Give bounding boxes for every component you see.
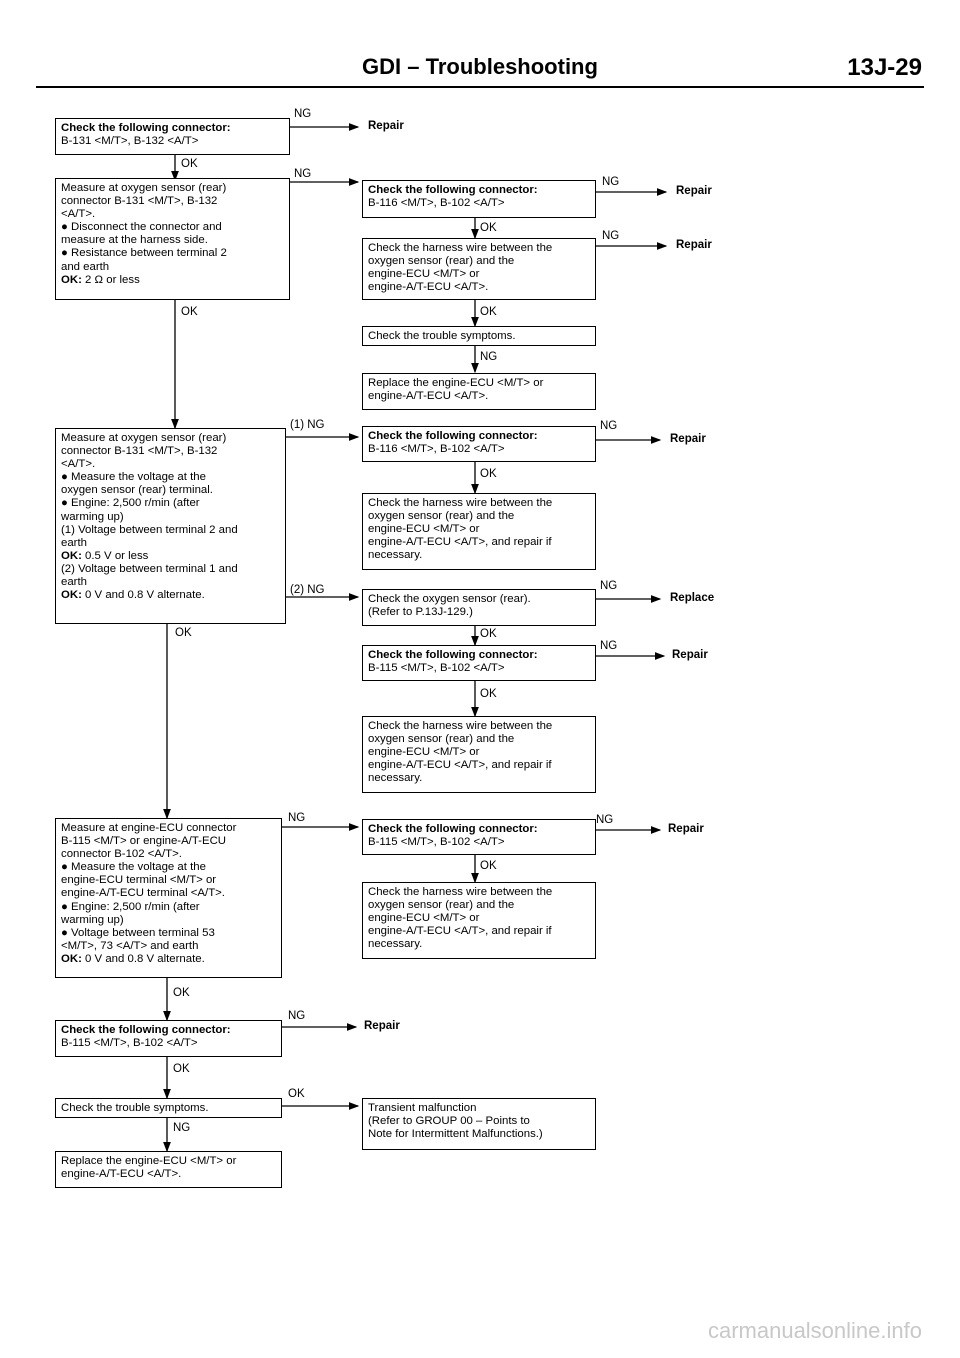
step-line: Check the harness wire between the [368, 720, 553, 732]
label-ok: OK [181, 306, 198, 318]
step-line: ● Measure the voltage at the [61, 471, 206, 484]
step-check-oxygen-sensor [362, 589, 596, 626]
step-check-trouble-symptoms-a [362, 326, 596, 346]
step-line: Check the following connector: [61, 1024, 231, 1036]
step-measure-voltage-ecu [55, 818, 282, 978]
step-line: connector B-131 <M/T>, B-132 [61, 195, 218, 208]
step-check-harness-b [362, 493, 596, 570]
step-line: oxygen sensor (rear) and the [368, 899, 515, 912]
step-check-trouble-symptoms-b [55, 1098, 282, 1118]
step-line: warming up) [61, 913, 124, 926]
step-check-connector-b115-b [362, 819, 596, 855]
step-text [368, 1102, 543, 1140]
step-line: engine-ECU <M/T> or [368, 912, 480, 925]
label-ok: OK [288, 1088, 305, 1100]
step-text [368, 823, 538, 848]
step-line: (Refer to GROUP 00 – Points to [368, 1115, 530, 1128]
label-ng: NG [294, 168, 312, 180]
step-text [368, 886, 552, 950]
label-ng: NG [602, 230, 620, 242]
step-check-connector-b115-a [362, 645, 596, 681]
step-text [368, 649, 538, 674]
outcome-replace: Replace [670, 592, 715, 604]
outcome-repair: Repair [368, 120, 404, 132]
step-text [368, 497, 552, 561]
step-line: necessary. [368, 549, 423, 562]
step-check-connector-b115-c [55, 1020, 282, 1057]
step-line: ● Measure the voltage at the [61, 861, 206, 874]
outcome-repair: Repair [676, 239, 712, 251]
step-line: engine-ECU <M/T> or [368, 268, 480, 281]
step-measure-resistance [55, 178, 290, 300]
label-ng: NG [600, 640, 618, 652]
step-text [61, 432, 238, 601]
step-line: earth [61, 576, 87, 589]
step-line: engine-A/T-ECU <A/T>. [368, 281, 489, 294]
step-line: engine-A/T-ECU <A/T>, and repair if [368, 759, 552, 772]
label-ok: OK [480, 222, 497, 234]
label-ok: OK [173, 1063, 190, 1075]
step-line: engine-ECU <M/T> or [368, 523, 480, 536]
step-line: Check the harness wire between the [368, 242, 553, 254]
step-line: Check the harness wire between the [368, 497, 553, 509]
step-line: Check the oxygen sensor (rear). [368, 593, 531, 605]
step-line: Measure at engine-ECU connector [61, 822, 237, 834]
step-text [368, 184, 538, 209]
step-text [61, 1024, 231, 1049]
label-ok: OK [480, 860, 497, 872]
step-line: <M/T>, 73 <A/T> and earth [61, 939, 199, 952]
step-text [61, 822, 236, 965]
step-line: B-115 <M/T>, B-102 <A/T> [368, 662, 505, 675]
step-line: necessary. [368, 938, 423, 951]
step-line: oxygen sensor (rear) and the [368, 510, 515, 523]
step-line: connector B-131 <M/T>, B-132 [61, 445, 218, 458]
step-line: ● Engine: 2,500 r/min (after [61, 900, 200, 913]
step-line: Transient malfunction [368, 1102, 477, 1114]
step-check-connector-b116-a [362, 180, 596, 218]
outcome-repair: Repair [676, 185, 712, 197]
step-line: oxygen sensor (rear) terminal. [61, 484, 213, 497]
step-line: B-131 <M/T>, B-132 <A/T> [61, 135, 199, 148]
step-check-harness-c [362, 716, 596, 793]
step-text [61, 1102, 209, 1114]
step-line: <A/T>. [61, 458, 96, 471]
step-line: B-115 <M/T>, B-102 <A/T> [368, 836, 505, 849]
step-line: ● Engine: 2,500 r/min (after [61, 497, 200, 510]
step-line: ● Voltage between terminal 53 [61, 926, 215, 939]
step-check-connector-b131 [55, 118, 290, 155]
step-line: Check the trouble symptoms. [61, 1102, 209, 1114]
step-line: Check the following connector: [368, 430, 538, 442]
page-title: GDI – Troubleshooting [362, 54, 598, 79]
label-ng: NG [600, 420, 618, 432]
step-text [368, 377, 543, 402]
step-text [368, 593, 531, 618]
label-ok: OK [480, 688, 497, 700]
label-ok: OK [175, 627, 192, 639]
step-line: engine-A/T-ECU <A/T>. [61, 1168, 182, 1181]
step-line: necessary. [368, 772, 423, 785]
step-line: engine-A/T-ECU terminal <A/T>. [61, 887, 225, 900]
label-ng: NG [600, 580, 618, 592]
label-ng: NG [288, 1010, 306, 1022]
step-line: oxygen sensor (rear) and the [368, 733, 515, 746]
label-ok: OK [181, 158, 198, 170]
label-ng: NG [596, 814, 614, 826]
step-line: Check the following connector: [61, 122, 231, 134]
label-ng: NG [480, 351, 498, 363]
step-line: Note for Intermittent Malfunctions.) [368, 1128, 543, 1141]
step-line: Measure at oxygen sensor (rear) [61, 432, 227, 444]
step-line: Replace the engine-ECU <M/T> or [368, 377, 544, 389]
label-ok: OK [480, 468, 497, 480]
step-line: B-115 <M/T> or engine-A/T-ECU [61, 835, 227, 848]
step-text [61, 122, 231, 147]
step-text [368, 720, 552, 784]
step-line: ● Disconnect the connector and [61, 221, 222, 234]
step-text [368, 242, 552, 293]
step-line: engine-ECU terminal <M/T> or [61, 874, 217, 887]
label-ng: NG [173, 1122, 191, 1134]
step-line: (1) Voltage between terminal 2 and [61, 523, 238, 536]
label-ok: OK [480, 628, 497, 640]
label-ng: NG [602, 176, 620, 188]
step-line: B-116 <M/T>, B-102 <A/T> [368, 443, 505, 456]
step-line: OK: 0 V and 0.8 V alternate. [61, 952, 205, 965]
label-ng: NG [288, 812, 306, 824]
outcome-repair: Repair [672, 649, 708, 661]
step-measure-voltage-sensor [55, 428, 286, 624]
label-ng: NG [294, 108, 312, 120]
step-line: connector B-102 <A/T>. [61, 848, 182, 861]
step-line: engine-A/T-ECU <A/T>, and repair if [368, 925, 552, 938]
step-line: OK: 0 V and 0.8 V alternate. [61, 589, 205, 602]
step-line: OK: 0.5 V or less [61, 549, 149, 562]
label-ok: OK [173, 987, 190, 999]
step-line: Check the following connector: [368, 823, 538, 835]
label-1-ng: (1) NG [290, 419, 325, 431]
step-line: B-116 <M/T>, B-102 <A/T> [368, 197, 505, 210]
step-line: and earth [61, 260, 110, 273]
step-line: (Refer to P.13J-129.) [368, 606, 473, 619]
step-line: measure at the harness side. [61, 234, 208, 247]
step-line: (2) Voltage between terminal 1 and [61, 562, 238, 575]
step-line: Check the following connector: [368, 184, 538, 196]
outcome-repair: Repair [668, 823, 704, 835]
step-replace-ecu-a [362, 373, 596, 410]
step-line: warming up) [61, 510, 124, 523]
step-line: engine-A/T-ECU <A/T>. [368, 390, 489, 403]
watermark: carmanualsonline.info [707, 1318, 922, 1343]
step-line: Replace the engine-ECU <M/T> or [61, 1155, 237, 1167]
label-ok: OK [480, 306, 497, 318]
step-text [61, 1155, 236, 1180]
step-line: engine-ECU <M/T> or [368, 746, 480, 759]
step-replace-ecu-b [55, 1151, 282, 1188]
step-check-harness-d [362, 882, 596, 959]
step-line: oxygen sensor (rear) and the [368, 255, 515, 268]
page-number: 13J-29 [847, 54, 922, 81]
step-line: ● Resistance between terminal 2 [61, 247, 227, 260]
step-text [61, 182, 227, 286]
step-line: Measure at oxygen sensor (rear) [61, 182, 227, 194]
step-line: earth [61, 536, 87, 549]
step-line: B-115 <M/T>, B-102 <A/T> [61, 1037, 198, 1050]
step-transient-malfunction [362, 1098, 596, 1150]
step-check-harness-a [362, 238, 596, 300]
step-line: Check the following connector: [368, 649, 538, 661]
outcome-repair: Repair [670, 433, 706, 445]
step-check-connector-b116-b [362, 426, 596, 462]
step-line: engine-A/T-ECU <A/T>, and repair if [368, 536, 552, 549]
outcome-repair: Repair [364, 1020, 400, 1032]
label-2-ng: (2) NG [290, 584, 325, 596]
step-line: <A/T>. [61, 208, 96, 221]
step-line: OK: 2 Ω or less [61, 273, 140, 286]
step-text [368, 330, 516, 342]
step-line: Check the harness wire between the [368, 886, 553, 898]
step-text [368, 430, 538, 455]
step-line: Check the trouble symptoms. [368, 330, 516, 342]
